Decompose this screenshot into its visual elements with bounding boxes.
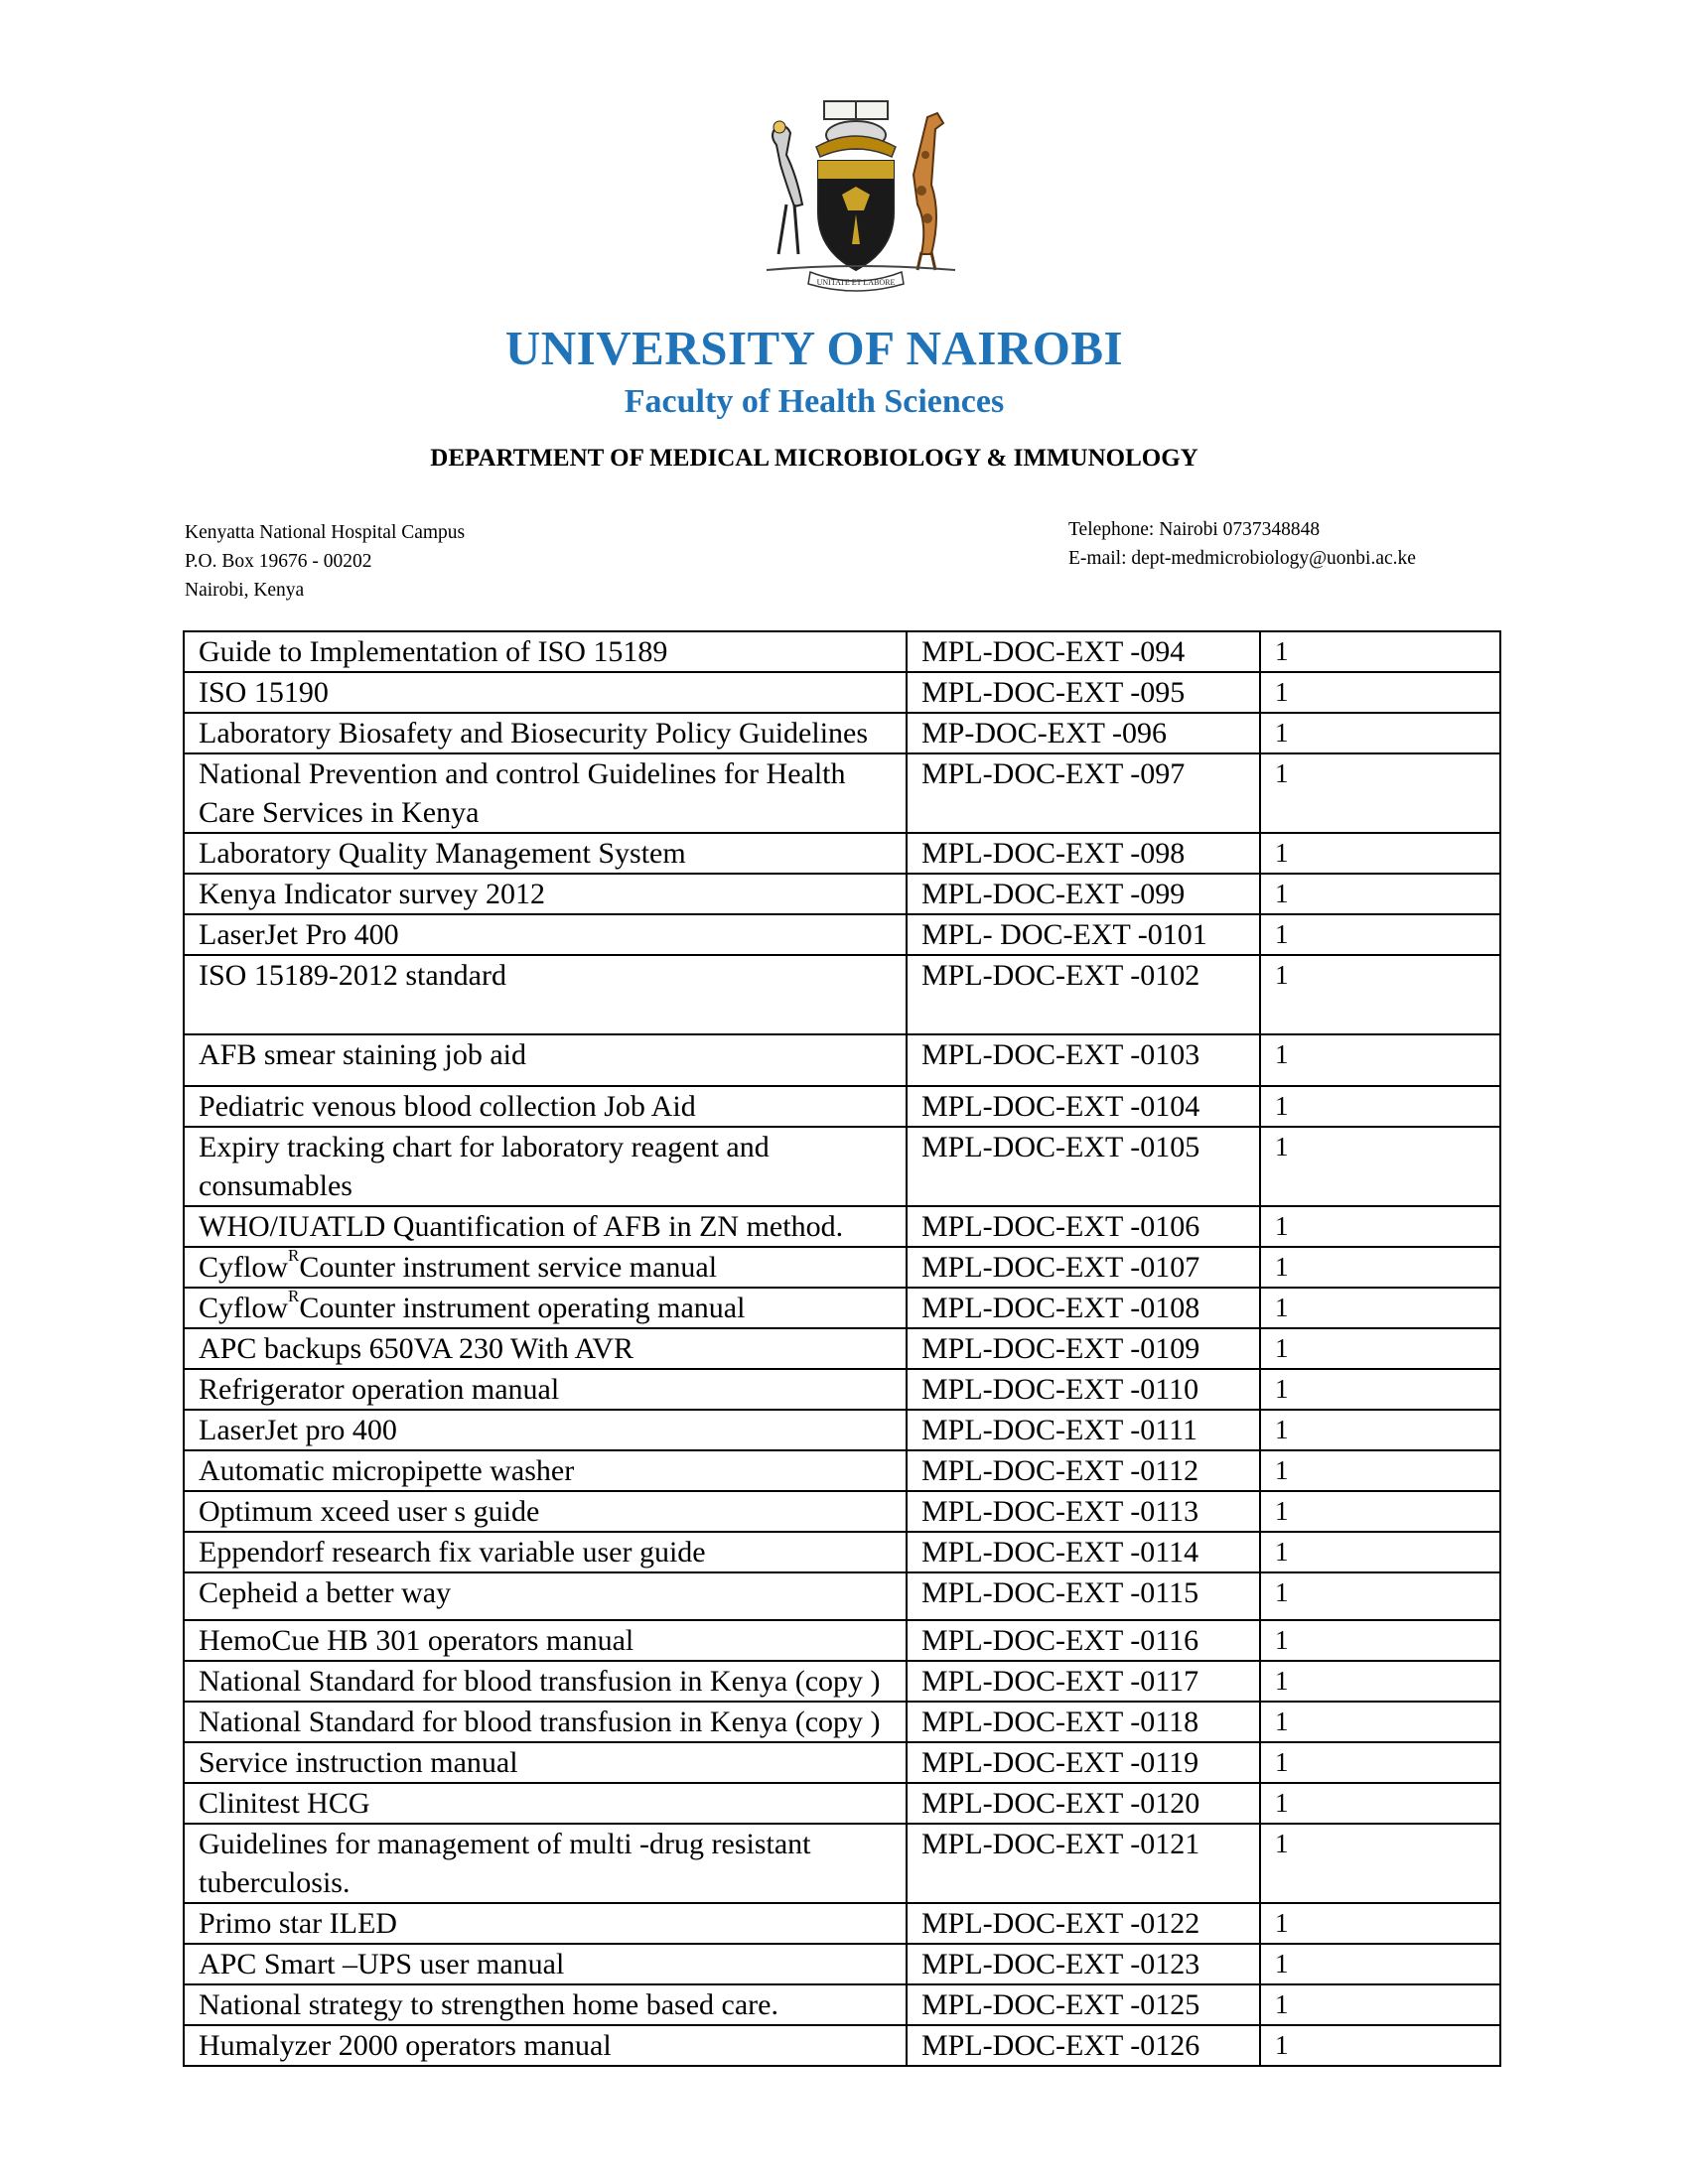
doc-copies: 1 [1260,713,1500,753]
doc-copies: 1 [1260,1572,1500,1620]
doc-code: MPL-DOC-EXT -0122 [907,1903,1260,1944]
table-row [184,833,1500,874]
table-row [184,1903,1500,1944]
table-row [184,1328,1500,1369]
table-row [184,753,1500,833]
doc-code: MPL-DOC-EXT -0119 [907,1742,1260,1783]
table-row [184,1572,1500,1620]
table-row [184,1661,1500,1702]
table-row [184,1127,1500,1206]
table-row [184,1742,1500,1783]
doc-title-post: Counter instrument operating manual [299,1292,746,1324]
doc-copies: 1 [1260,1661,1500,1702]
doc-code: MPL-DOC-EXT -0121 [907,1824,1260,1903]
doc-code: MPL-DOC-EXT -0103 [907,1034,1260,1086]
doc-copies: 1 [1260,1206,1500,1247]
doc-title: LaserJet Pro 400 [184,914,907,955]
doc-copies: 1 [1260,1944,1500,1984]
doc-title: Optimum xceed user s guide [184,1491,907,1532]
doc-title: Guide to Implementation of ISO 15189 [184,631,907,672]
table-row [184,1450,1500,1491]
table-row [184,1034,1500,1086]
doc-copies: 1 [1260,631,1500,672]
doc-copies: 1 [1260,753,1500,833]
doc-title: WHO/IUATLD Quantification of AFB in ZN method. [184,1206,907,1247]
doc-copies: 1 [1260,1369,1500,1410]
table-row [184,672,1500,713]
doc-title: Laboratory Biosafety and Biosecurity Policy Guidelines [184,713,907,753]
doc-code: MPL-DOC-EXT -0115 [907,1572,1260,1620]
doc-code: MPL-DOC-EXT -0112 [907,1450,1260,1491]
doc-code: MPL-DOC-EXT -0118 [907,1702,1260,1742]
table-row [184,1620,1500,1661]
doc-code: MP-DOC-EXT -096 [907,713,1260,753]
doc-title: LaserJet pro 400 [184,1410,907,1450]
doc-code: MPL-DOC-EXT -095 [907,672,1260,713]
table-row [184,1086,1500,1127]
table-row [184,1702,1500,1742]
table-row [184,1206,1500,1247]
doc-title: Eppendorf research fix variable user guide [184,1532,907,1572]
department-name: DEPARTMENT OF MEDICAL MICROBIOLOGY & IMMUNOLOGY [430,445,1198,472]
doc-title [184,1247,907,1288]
doc-title: Laboratory Quality Management System [184,833,907,874]
table-row [184,1824,1500,1903]
doc-copies: 1 [1260,1127,1500,1206]
doc-copies: 1 [1260,1410,1500,1450]
doc-copies: 1 [1260,1328,1500,1369]
crest-motto: UNITATE ET LABORE [816,278,896,287]
table-row [184,2025,1500,2066]
doc-title [184,1288,907,1328]
doc-title: Pediatric venous blood collection Job Aid [184,1086,907,1127]
registered-mark: R [288,1246,300,1265]
contact-details [1068,515,1416,573]
doc-copies: 1 [1260,1903,1500,1944]
doc-title: Automatic micropipette washer [184,1450,907,1491]
doc-title: APC Smart –UPS user manual [184,1944,907,1984]
table-row [184,631,1500,672]
doc-copies: 1 [1260,1491,1500,1532]
registered-mark: R [288,1287,300,1305]
doc-title: AFB smear staining job aid [184,1034,907,1086]
doc-code: MPL-DOC-EXT -0114 [907,1532,1260,1572]
university-crest-logo [747,95,975,294]
doc-code: MPL-DOC-EXT -097 [907,753,1260,833]
table-row [184,955,1500,1034]
doc-code: MPL-DOC-EXT -0126 [907,2025,1260,2066]
doc-code: MPL-DOC-EXT -094 [907,631,1260,672]
table-row [184,1944,1500,1984]
doc-code: MPL-DOC-EXT -0107 [907,1247,1260,1288]
document-register-table [183,630,1501,2067]
doc-title: National Standard for blood transfusion in Kenya (copy ) [184,1661,907,1702]
table-row [184,874,1500,914]
doc-title-pre: Cyflow [199,1251,288,1284]
university-name: UNIVERSITY OF NAIROBI [504,321,1124,375]
doc-copies: 1 [1260,1034,1500,1086]
doc-code: MPL-DOC-EXT -0108 [907,1288,1260,1328]
doc-title: Expiry tracking chart for laboratory reagent and consumables [184,1127,907,1206]
doc-copies: 1 [1260,1086,1500,1127]
telephone: Telephone: Nairobi 0737348848 [1068,519,1321,540]
doc-title: Primo star ILED [184,1903,907,1944]
doc-copies: 1 [1260,1824,1500,1903]
table-row [184,1410,1500,1450]
doc-code: MPL-DOC-EXT -0123 [907,1944,1260,1984]
doc-copies: 1 [1260,1532,1500,1572]
doc-title: APC backups 650VA 230 With AVR [184,1328,907,1369]
doc-code: MPL-DOC-EXT -0113 [907,1491,1260,1532]
doc-code: MPL-DOC-EXT -0120 [907,1783,1260,1824]
address-line-city: Nairobi, Kenya [185,580,305,601]
doc-code: MPL-DOC-EXT -0106 [907,1206,1260,1247]
doc-title: Refrigerator operation manual [184,1369,907,1410]
table-row [184,713,1500,753]
email: E-mail: dept-medmicrobiology@uonbi.ac.ke [1068,548,1416,569]
doc-title: Guidelines for management of multi -drug resistant tuberculosis. [184,1824,907,1903]
doc-copies: 1 [1260,1742,1500,1783]
doc-title: Service instruction manual [184,1742,907,1783]
address-line-pobox: P.O. Box 19676 - 00202 [185,551,372,572]
doc-title: ISO 15190 [184,672,907,713]
doc-copies: 1 [1260,1702,1500,1742]
doc-code: MPL-DOC-EXT -0104 [907,1086,1260,1127]
table-row [184,1369,1500,1410]
doc-title: National Prevention and control Guidelines for Health Care Services in Kenya [184,753,907,833]
doc-copies: 1 [1260,955,1500,1034]
table-row [184,1783,1500,1824]
doc-copies: 1 [1260,672,1500,713]
doc-copies: 1 [1260,1450,1500,1491]
doc-copies: 1 [1260,874,1500,914]
doc-title: ISO 15189-2012 standard [184,955,907,1034]
doc-code: MPL-DOC-EXT -0111 [907,1410,1260,1450]
doc-copies: 1 [1260,833,1500,874]
doc-code: MPL-DOC-EXT -099 [907,874,1260,914]
doc-copies: 1 [1260,1620,1500,1661]
doc-title: Kenya Indicator survey 2012 [184,874,907,914]
faculty-name: Faculty of Health Sciences [624,383,1005,420]
doc-title-pre: Cyflow [199,1292,288,1324]
doc-code: MPL-DOC-EXT -098 [907,833,1260,874]
postal-address [185,518,465,605]
doc-code: MPL- DOC-EXT -0101 [907,914,1260,955]
doc-code: MPL-DOC-EXT -0117 [907,1661,1260,1702]
table-row [184,1532,1500,1572]
doc-copies: 1 [1260,1288,1500,1328]
doc-title: National strategy to strengthen home based care. [184,1984,907,2025]
address-line-campus: Kenyatta National Hospital Campus [185,522,466,543]
doc-title: Humalyzer 2000 operators manual [184,2025,907,2066]
doc-code: MPL-DOC-EXT -0125 [907,1984,1260,2025]
table-row [184,914,1500,955]
doc-code: MPL-DOC-EXT -0110 [907,1369,1260,1410]
doc-code: MPL-DOC-EXT -0105 [907,1127,1260,1206]
doc-title-post: Counter instrument service manual [299,1251,718,1284]
table-row [184,1984,1500,2025]
doc-title: Cepheid a better way [184,1572,907,1620]
doc-code: MPL-DOC-EXT -0116 [907,1620,1260,1661]
doc-copies: 1 [1260,2025,1500,2066]
doc-title: HemoCue HB 301 operators manual [184,1620,907,1661]
doc-code: MPL-DOC-EXT -0109 [907,1328,1260,1369]
doc-copies: 1 [1260,1247,1500,1288]
doc-code: MPL-DOC-EXT -0102 [907,955,1260,1034]
table-row [184,1247,1500,1288]
doc-copies: 1 [1260,914,1500,955]
doc-copies: 1 [1260,1783,1500,1824]
table-row [184,1491,1500,1532]
doc-title: Clinitest HCG [184,1783,907,1824]
table-row [184,1288,1500,1328]
doc-copies: 1 [1260,1984,1500,2025]
doc-title: National Standard for blood transfusion in Kenya (copy ) [184,1702,907,1742]
